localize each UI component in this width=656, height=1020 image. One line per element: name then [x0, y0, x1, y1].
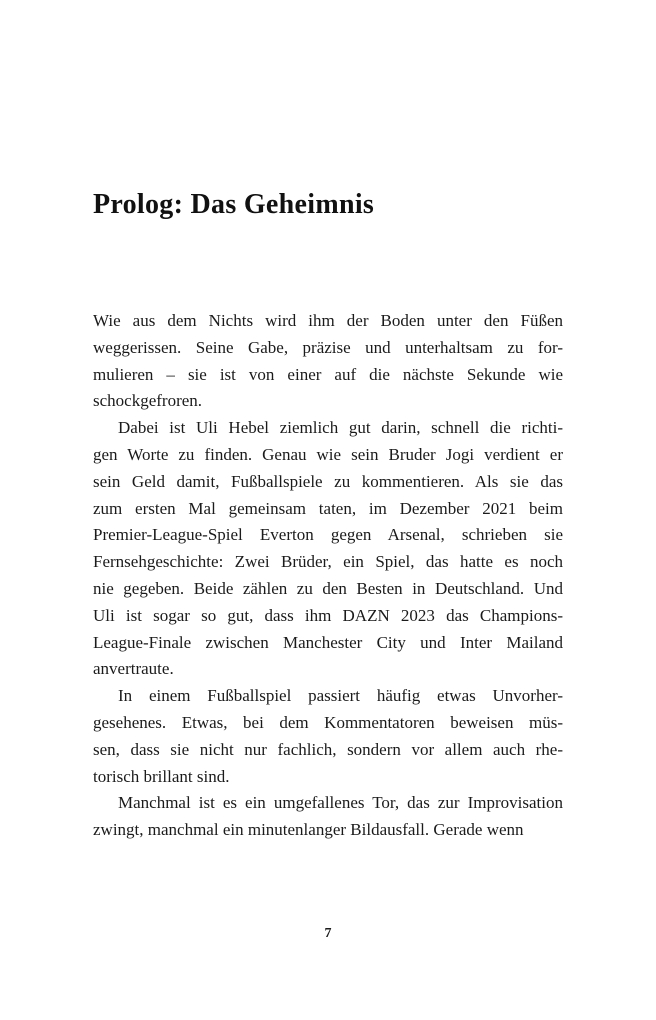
- text-line: Dabei ist Uli Hebel ziemlich gut darin, schnell die richti-: [118, 418, 563, 438]
- text-line: Premier-League-Spiel Everton gegen Arsenal, schrieben sie: [93, 525, 563, 545]
- paragraph: [93, 790, 563, 844]
- text-line: nie gegeben. Beide zählen zu den Besten in Deutschland. Und: [93, 578, 563, 598]
- text-line: zwingt, manchmal ein minutenlanger Bildausfall. Gerade wenn: [93, 820, 524, 840]
- body-text: [93, 308, 563, 844]
- text-line: schockgefroren.: [93, 391, 203, 411]
- text-line: anvertraute.: [93, 659, 174, 679]
- text-line: gesehenes. Etwas, bei dem Kommentatoren beweisen müs-: [93, 712, 563, 732]
- paragraph: [93, 415, 563, 683]
- text-line: mulieren – sie ist von einer auf die nächste Sekunde wie: [93, 364, 563, 384]
- text-line: zum ersten Mal gemeinsam taten, im Dezember 2021 beim: [93, 498, 563, 518]
- text-line: Uli ist sogar so gut, dass ihm DAZN 2023 das Champions-: [93, 605, 563, 625]
- text-line: gen Worte zu finden. Genau wie sein Bruder Jogi verdient er: [93, 444, 563, 464]
- paragraph: [93, 308, 563, 415]
- text-line: League-Finale zwischen Manchester City und Inter Mailand: [93, 632, 563, 652]
- text-line: Fernsehgeschichte: Zwei Brüder, ein Spiel, das hatte es noch: [93, 552, 563, 572]
- paragraph: [93, 683, 563, 790]
- text-line: sein Geld damit, Fußballspiele zu kommentieren. Als sie das: [93, 471, 563, 491]
- text-line: Manchmal ist es ein umgefallenes Tor, das zur Improvisation: [118, 793, 563, 813]
- text-line: torisch brillant sind.: [93, 766, 230, 786]
- text-line: weggerissen. Seine Gabe, präzise und unterhaltsam zu for-: [93, 337, 563, 357]
- text-line: In einem Fußballspiel passiert häufig etwas Unvorher-: [118, 686, 563, 706]
- page-number: 7: [324, 926, 332, 941]
- chapter-heading: Prolog: Das Geheimnis: [93, 188, 375, 220]
- text-line: sen, dass sie nicht nur fachlich, sondern vor allem auch rhe-: [93, 739, 563, 759]
- text-line: Wie aus dem Nichts wird ihm der Boden unter den Füßen: [93, 311, 563, 330]
